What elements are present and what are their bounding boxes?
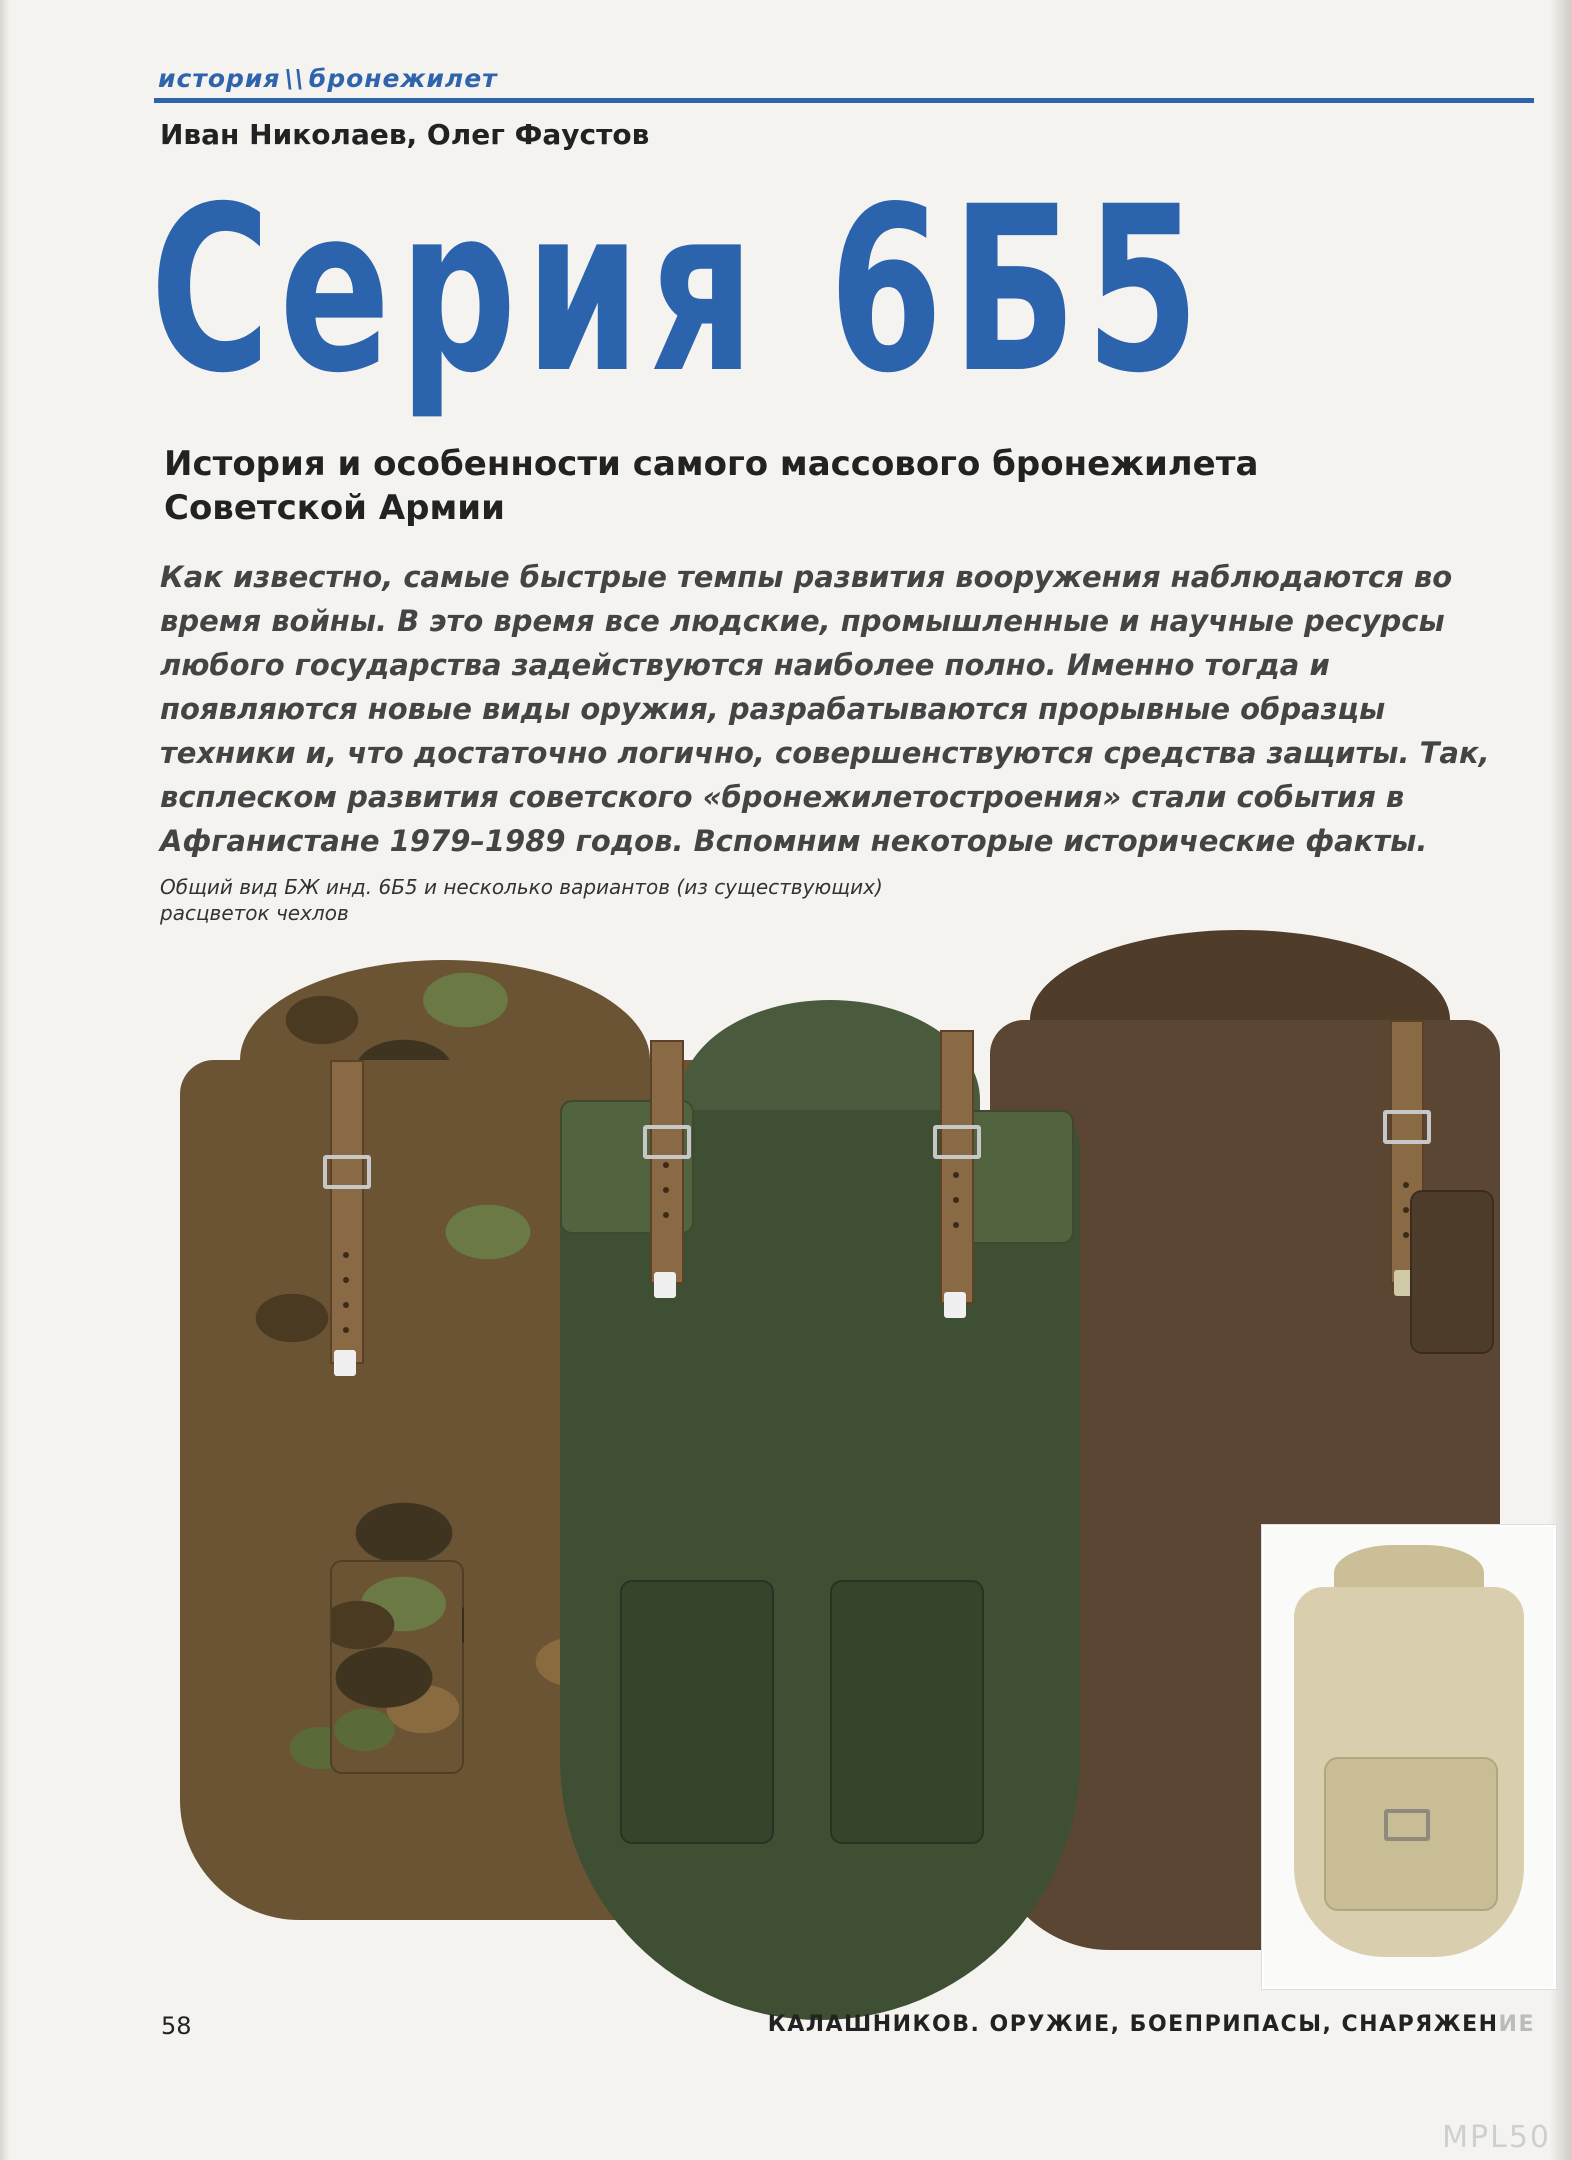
section-header	[154, 62, 1534, 102]
magazine-name	[768, 2012, 1535, 2037]
scan-watermark: MPL50	[1442, 2120, 1551, 2155]
green-vest-strap-right	[940, 1030, 974, 1304]
green-vest-buckle-right	[933, 1125, 981, 1159]
green-vest-magazine-pouch-left	[620, 1580, 774, 1844]
page-number: 58	[161, 2012, 192, 2040]
camo-vest-buckle	[323, 1155, 371, 1189]
green-vest-strap-left	[650, 1040, 684, 1284]
green-vest	[560, 1000, 1080, 2020]
article-title: Серия 6Б5	[150, 157, 1209, 423]
brown-vest-buckle	[1383, 1110, 1431, 1144]
green-vest-body	[560, 1110, 1080, 2020]
section-rule	[154, 98, 1534, 103]
brown-vest-pocket	[1410, 1190, 1494, 1354]
lead-paragraph: Как известно, самые быстрые темпы развития вооружения наблюдаются во время войны. В это время все людские, промышленные и научные ресурсы любого государства задействуются наиболее полно. Именно тогда и появляются новые виды оружия, разрабатываются прорывные образцы техники и, что достаточно логично, совершенствуются средства защиты. Так, всплеском развития советского «бронежилетостроения» стали события в Афганистане 1979–1989 годов. Вспомним некоторые исторические факты.	[160, 560, 1490, 858]
page-edge-left	[0, 0, 10, 2160]
magazine-name-text: КАЛАШНИКОВ. ОРУЖИЕ, БОЕПРИПАСЫ, СНАРЯЖЕН	[767, 2012, 1499, 2037]
green-vest-magazine-pouch-right	[830, 1580, 984, 1844]
camo-vest-strap-tip	[334, 1350, 356, 1376]
camo-vest-pocket	[330, 1560, 464, 1774]
photo-caption: Общий вид БЖ инд. 6Б5 и несколько вариантов (из существующих) расцветок чехлов	[160, 875, 883, 925]
khaki-vest-buckle	[1384, 1809, 1430, 1841]
authors: Иван Николаев, Олег Фаустов	[160, 118, 650, 151]
inset-photo-khaki-vest	[1262, 1525, 1556, 1989]
section-tag-left: история	[158, 64, 281, 93]
article-subtitle: История и особенности самого массового бронежилета Советской Армии	[164, 444, 1259, 528]
green-vest-buckle-left	[643, 1125, 691, 1159]
magazine-name-faded: ИЕ	[1498, 2012, 1535, 2037]
section-tag-right: бронежилет	[308, 64, 498, 93]
section-tag	[158, 64, 498, 93]
green-vest-strap-tip-right	[944, 1292, 966, 1318]
green-vest-strap-tip-left	[654, 1272, 676, 1298]
section-tag-separator: \\	[284, 64, 305, 93]
camo-vest-strap	[330, 1060, 364, 1364]
